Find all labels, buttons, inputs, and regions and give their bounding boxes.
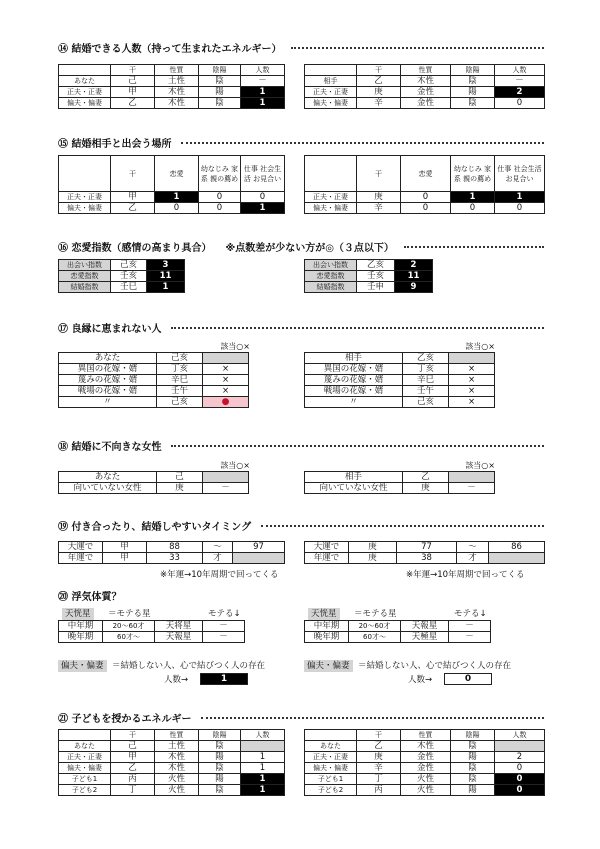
table-cell: 己亥 <box>157 353 203 364</box>
table-cell: 庚 <box>157 483 203 494</box>
table-cell: 乙亥 <box>357 260 395 271</box>
table-cell: 大運で <box>59 542 103 553</box>
table-cell: 〃 <box>305 397 403 408</box>
table-cell: 木性 <box>401 741 451 752</box>
table-cell: 金性 <box>401 98 451 109</box>
table-cell: 1 <box>147 282 185 293</box>
table-cell: 辛 <box>357 203 401 214</box>
table-cell: 97 <box>233 542 285 553</box>
table-cell: 庚 <box>357 752 401 763</box>
table-cell: 異国の花嫁・婿 <box>305 364 403 375</box>
table-cell: 陽 <box>199 752 241 763</box>
table-cell: 火性 <box>155 774 199 785</box>
col-header-partner: 該当○× <box>465 342 495 351</box>
table-cell: 陰陽 <box>451 730 495 741</box>
table-cell: 1 <box>241 87 285 98</box>
count-label-you: 人数→ <box>164 675 189 685</box>
table-cell: ～ <box>457 542 489 553</box>
table-cell <box>203 472 249 483</box>
table-cell: 向いていない女性 <box>305 483 403 494</box>
timing-note-you: ※年運→10年周期で回ってくる <box>160 570 279 580</box>
table-cell: 陰 <box>451 76 495 87</box>
section-21-title: ㉑ 子どもを授かるエネルギー <box>58 713 192 725</box>
table-cell: 陰 <box>199 741 241 752</box>
table-cell <box>305 730 357 741</box>
table-cell: 乙 <box>357 741 401 752</box>
star-eq-partner: ＝モテる星 <box>354 609 397 619</box>
table-cell <box>233 553 285 564</box>
table-cell: 壬亥 <box>357 271 395 282</box>
table-cell: 陽 <box>451 785 495 796</box>
table-cell: ～ <box>203 542 233 553</box>
table-cell: × <box>203 375 249 386</box>
timing-note-partner: ※年運→10年周期で回ってくる <box>406 570 525 580</box>
table-cell: 偏夫・偏妻 <box>305 98 357 109</box>
unsuited-woman-table-you <box>58 471 249 494</box>
table-cell: 正夫・正妻 <box>305 87 357 98</box>
table-cell: 火性 <box>401 774 451 785</box>
table-cell: － <box>203 483 249 494</box>
table-cell: 木性 <box>155 752 199 763</box>
table-cell <box>305 65 357 76</box>
henpu-label-partner: 偏夫・偏妻 <box>304 660 353 672</box>
table-cell: 1 <box>241 752 285 763</box>
table-cell <box>449 353 495 364</box>
table-cell: 壬巳 <box>111 282 147 293</box>
table-cell: 相手 <box>305 76 357 87</box>
table-cell <box>241 741 285 752</box>
table-cell: 才 <box>203 553 233 564</box>
table-cell: 陰 <box>199 76 241 87</box>
section-16 <box>58 239 544 253</box>
section-17 <box>58 320 544 334</box>
table-cell: 晩年期 <box>59 632 103 643</box>
table-cell: 庚 <box>349 542 397 553</box>
table-cell: － <box>449 483 495 494</box>
table-cell: 庚 <box>349 553 397 564</box>
table-cell: 1 <box>241 98 285 109</box>
table-cell: 蔑みの花嫁・婿 <box>305 375 403 386</box>
section-20 <box>58 588 544 602</box>
table-cell: 大運で <box>305 542 349 553</box>
table-cell <box>59 65 111 76</box>
table-cell: 〃 <box>59 397 157 408</box>
section-16-note: ※点数差が少ない方が◎（３点以下） <box>225 242 394 254</box>
table-cell: 陽 <box>451 87 495 98</box>
timing-table-partner <box>304 541 545 564</box>
table-cell: 丁亥 <box>403 364 449 375</box>
table-cell: 陰陽 <box>199 730 241 741</box>
table-cell: 辛 <box>357 98 401 109</box>
table-cell: 結婚指数 <box>305 282 357 293</box>
table-cell: 陽 <box>199 774 241 785</box>
table-cell <box>203 353 249 364</box>
henpu-label-you: 偏夫・偏妻 <box>58 660 107 672</box>
table-cell: － <box>203 621 245 632</box>
table-cell: 0 <box>495 98 545 109</box>
table-cell: 0 <box>401 203 451 214</box>
table-cell: 乙 <box>111 98 155 109</box>
table-cell: 土性 <box>155 741 199 752</box>
table-cell: 恋愛指数 <box>59 271 111 282</box>
table-cell: 出会い指数 <box>59 260 111 271</box>
table-cell: 乙 <box>357 76 401 87</box>
table-cell <box>449 472 495 483</box>
table-cell: 己亥 <box>111 260 147 271</box>
table-cell: 干 <box>357 65 401 76</box>
table-cell: 1 <box>241 785 285 796</box>
table-cell: 己 <box>111 741 155 752</box>
table-cell: 己 <box>111 76 155 87</box>
table-cell: 77 <box>397 542 457 553</box>
table-cell: 木性 <box>155 98 199 109</box>
table-cell: 天報星 <box>155 632 203 643</box>
table-cell: 陰 <box>451 763 495 774</box>
table-cell: 金性 <box>401 752 451 763</box>
table-cell: 己亥 <box>157 397 203 408</box>
table-cell: 火性 <box>401 785 451 796</box>
table-cell: 甲 <box>103 553 147 564</box>
table-cell: 偏夫・偏妻 <box>59 203 111 214</box>
table-cell: 88 <box>147 542 203 553</box>
table-cell: 天極星 <box>401 632 449 643</box>
bad-match-table-partner <box>304 352 495 408</box>
table-cell: 恋愛 <box>155 156 199 192</box>
love-index-table-you <box>58 259 185 293</box>
table-cell: 正夫・正妻 <box>59 87 111 98</box>
table-cell: 性質 <box>401 65 451 76</box>
table-cell: 3 <box>147 260 185 271</box>
section-17-title: ⑰ 良縁に恵まれない人 <box>58 323 162 335</box>
table-cell: ● <box>203 397 249 408</box>
table-cell: 11 <box>395 271 433 282</box>
table-cell: 異国の花嫁・婿 <box>59 364 157 375</box>
table-cell: 幼なじみ 家系 親の薦め <box>199 156 241 192</box>
table-cell: 庚 <box>357 192 401 203</box>
table-cell: 中年期 <box>59 621 103 632</box>
table-cell: 相手 <box>305 353 403 364</box>
table-cell: 0 <box>401 192 451 203</box>
table-cell: 性質 <box>401 730 451 741</box>
table-cell: 年運で <box>305 553 349 564</box>
affair-count-partner: 0 <box>444 673 492 685</box>
table-cell: 正夫・正妻 <box>305 192 357 203</box>
table-cell: 年運で <box>59 553 103 564</box>
table-cell: 9 <box>395 282 433 293</box>
table-cell: 辛 <box>357 763 401 774</box>
table-cell: 86 <box>489 542 545 553</box>
section-16-title: ⑯ 恋愛指数（感情の高まり具合） <box>58 242 212 254</box>
table-cell: 晩年期 <box>305 632 349 643</box>
table-cell: 38 <box>397 553 457 564</box>
affair-count-you: 1 <box>200 673 248 685</box>
meeting-place-table-partner <box>304 155 545 214</box>
table-cell: 火性 <box>155 785 199 796</box>
table-cell: 陰 <box>451 774 495 785</box>
table-cell: 0 <box>451 203 495 214</box>
table-cell <box>305 156 357 192</box>
table-cell: 出会い指数 <box>305 260 357 271</box>
table-cell: 子ども2 <box>305 785 357 796</box>
table-cell: 1 <box>495 192 545 203</box>
table-cell: あなた <box>59 76 111 87</box>
table-cell: 偏夫・偏妻 <box>59 763 111 774</box>
children-table-you <box>58 729 285 796</box>
table-cell: あなた <box>305 741 357 752</box>
table-cell: 偏夫・偏妻 <box>59 98 111 109</box>
col-header-18-partner: 該当○× <box>465 461 495 470</box>
table-cell: 乙 <box>403 472 449 483</box>
table-cell: 正夫・正妻 <box>305 752 357 763</box>
table-cell: 偏夫・偏妻 <box>305 203 357 214</box>
table-cell: 子ども2 <box>59 785 111 796</box>
table-cell: 木性 <box>401 76 451 87</box>
table-cell: 乙 <box>111 763 155 774</box>
table-cell <box>59 156 111 192</box>
table-cell: あなた <box>59 741 111 752</box>
table-cell: 天将星 <box>155 621 203 632</box>
star-eq-you: ＝モテる星 <box>108 609 151 619</box>
table-cell: × <box>449 364 495 375</box>
col-header-you: 該当○× <box>220 342 250 351</box>
table-cell: × <box>449 386 495 397</box>
table-cell: 甲 <box>111 87 155 98</box>
star-label-partner: 天恍星 <box>308 608 340 620</box>
table-cell: 庚 <box>357 87 401 98</box>
table-cell: 辛巳 <box>403 375 449 386</box>
table-cell: 20～60才 <box>349 621 401 632</box>
table-cell: 陰 <box>199 98 241 109</box>
table-cell: 0 <box>495 203 545 214</box>
table-cell: 1 <box>241 763 285 774</box>
count-label-partner: 人数→ <box>408 675 433 685</box>
table-cell: 正夫・正妻 <box>59 752 111 763</box>
table-cell: 壬午 <box>403 386 449 397</box>
table-cell: － <box>449 632 491 643</box>
table-cell: 干 <box>111 65 155 76</box>
section-15-title: ⑮ 結婚相手と出会う場所 <box>58 138 172 150</box>
table-cell: 向いていない女性 <box>59 483 157 494</box>
table-cell: 丙 <box>357 785 401 796</box>
table-cell: 20～60才 <box>103 621 155 632</box>
table-cell: 木性 <box>155 87 199 98</box>
table-cell: 人数 <box>495 730 545 741</box>
table-cell: 人数 <box>241 65 285 76</box>
table-cell: 性質 <box>155 730 199 741</box>
section-20-title: ⑳ 浮気体質？ <box>58 591 122 603</box>
table-cell: 陰 <box>451 741 495 752</box>
affair-table-partner <box>304 620 491 643</box>
table-cell: 幼なじみ 家系 親の薦め <box>451 156 495 192</box>
table-cell: 0 <box>199 203 241 214</box>
table-cell: × <box>203 364 249 375</box>
section-19-title: ⑲ 付き合ったり、結婚しやすいタイミング <box>58 521 252 533</box>
table-cell <box>495 741 545 752</box>
table-cell: 2 <box>395 260 433 271</box>
table-cell: 干 <box>357 156 401 192</box>
table-cell: 甲 <box>111 192 155 203</box>
table-cell: 丁亥 <box>157 364 203 375</box>
table-cell: 己亥 <box>403 397 449 408</box>
table-cell: 0 <box>495 785 545 796</box>
table-cell: 1 <box>241 774 285 785</box>
table-cell: － <box>203 632 245 643</box>
marriage-count-table-you <box>58 64 285 109</box>
table-cell: 丁 <box>357 774 401 785</box>
table-cell: 壬亥 <box>111 271 147 282</box>
table-cell: 陽 <box>451 752 495 763</box>
table-cell: 庚 <box>403 483 449 494</box>
table-cell: 0 <box>495 763 545 774</box>
table-cell: 戦場の花嫁・婿 <box>59 386 157 397</box>
table-cell: 性質 <box>155 65 199 76</box>
table-cell: 干 <box>357 730 401 741</box>
table-cell <box>489 553 545 564</box>
table-cell: － <box>241 76 285 87</box>
table-cell: 丁 <box>111 785 155 796</box>
section-18-title: ⑱ 結婚に不向きな女性 <box>58 441 162 453</box>
table-cell: 戦場の花嫁・婿 <box>305 386 403 397</box>
table-cell: 干 <box>111 156 155 192</box>
table-cell: × <box>449 375 495 386</box>
table-cell: － <box>449 621 491 632</box>
table-cell: 陰陽 <box>199 65 241 76</box>
table-cell: × <box>203 386 249 397</box>
col-header-18-you: 該当○× <box>220 461 250 470</box>
table-cell: 乙 <box>111 203 155 214</box>
table-cell: 1 <box>241 203 285 214</box>
table-cell: 人数 <box>241 730 285 741</box>
table-cell: 甲 <box>103 542 147 553</box>
table-cell: 0 <box>199 192 241 203</box>
marriage-count-table-partner <box>304 64 545 109</box>
table-cell: 60才～ <box>349 632 401 643</box>
table-cell: 木性 <box>155 763 199 774</box>
section-21 <box>58 710 544 724</box>
table-cell <box>59 730 111 741</box>
mote-label-you: モテる↓ <box>208 609 241 619</box>
table-cell: 陰陽 <box>451 65 495 76</box>
table-cell: 才 <box>457 553 489 564</box>
table-cell: 蔑みの花嫁・婿 <box>59 375 157 386</box>
section-15 <box>58 135 544 149</box>
table-cell: － <box>495 76 545 87</box>
love-index-table-partner <box>304 259 433 293</box>
table-cell: 乙亥 <box>403 353 449 364</box>
table-cell: 恋愛 <box>401 156 451 192</box>
star-label-you: 天恍星 <box>62 608 94 620</box>
section-14 <box>58 40 544 54</box>
table-cell: 天報星 <box>401 621 449 632</box>
table-cell: 干 <box>111 730 155 741</box>
table-cell: 人数 <box>495 65 545 76</box>
bad-match-table-you <box>58 352 249 408</box>
table-cell: 1 <box>451 192 495 203</box>
affair-table-you <box>58 620 245 643</box>
unsuited-woman-table-partner <box>304 471 495 494</box>
table-cell: あなた <box>59 353 157 364</box>
table-cell: 陰 <box>451 98 495 109</box>
table-cell: 正夫・正妻 <box>59 192 111 203</box>
table-cell: 60才～ <box>103 632 155 643</box>
table-cell: 相手 <box>305 472 403 483</box>
table-cell: 土性 <box>155 76 199 87</box>
table-cell: 辛巳 <box>157 375 203 386</box>
table-cell: × <box>449 397 495 408</box>
table-cell: 陰 <box>199 785 241 796</box>
table-cell: 丙 <box>111 774 155 785</box>
table-cell: 偏夫・偏妻 <box>305 763 357 774</box>
table-cell: 11 <box>147 271 185 282</box>
table-cell: 陽 <box>199 87 241 98</box>
section-14-title: ⑭ 結婚できる人数（持って生まれたエネルギー） <box>58 43 282 55</box>
table-cell: 仕事 社会生活 お見合い <box>241 156 285 192</box>
table-cell: 金性 <box>401 87 451 98</box>
table-cell: 2 <box>495 752 545 763</box>
table-cell: 中年期 <box>305 621 349 632</box>
table-cell: 33 <box>147 553 203 564</box>
table-cell: 己 <box>157 472 203 483</box>
table-cell: 0 <box>495 774 545 785</box>
section-19 <box>58 518 544 532</box>
table-cell: 金性 <box>401 763 451 774</box>
table-cell: 壬申 <box>357 282 395 293</box>
table-cell: 甲 <box>111 752 155 763</box>
table-cell: 2 <box>495 87 545 98</box>
section-18 <box>58 438 544 452</box>
table-cell: 子ども1 <box>305 774 357 785</box>
table-cell: あなた <box>59 472 157 483</box>
table-cell: 子ども1 <box>59 774 111 785</box>
table-cell: 結婚指数 <box>59 282 111 293</box>
table-cell: 陰 <box>199 763 241 774</box>
meeting-place-table-you <box>58 155 285 214</box>
table-cell: 1 <box>155 192 199 203</box>
table-cell: 0 <box>241 192 285 203</box>
children-table-partner <box>304 729 545 796</box>
henpu-desc-partner: ＝結婚しない人、心で結びつく人の存在 <box>358 661 512 671</box>
table-cell: 恋愛指数 <box>305 271 357 282</box>
table-cell: 0 <box>155 203 199 214</box>
table-cell: 壬午 <box>157 386 203 397</box>
table-cell: 仕事 社会生活 お見合い <box>495 156 545 192</box>
henpu-desc-you: ＝結婚しない人、心で結びつく人の存在 <box>112 661 266 671</box>
mote-label-partner: モテる↓ <box>454 609 487 619</box>
timing-table-you <box>58 541 285 564</box>
